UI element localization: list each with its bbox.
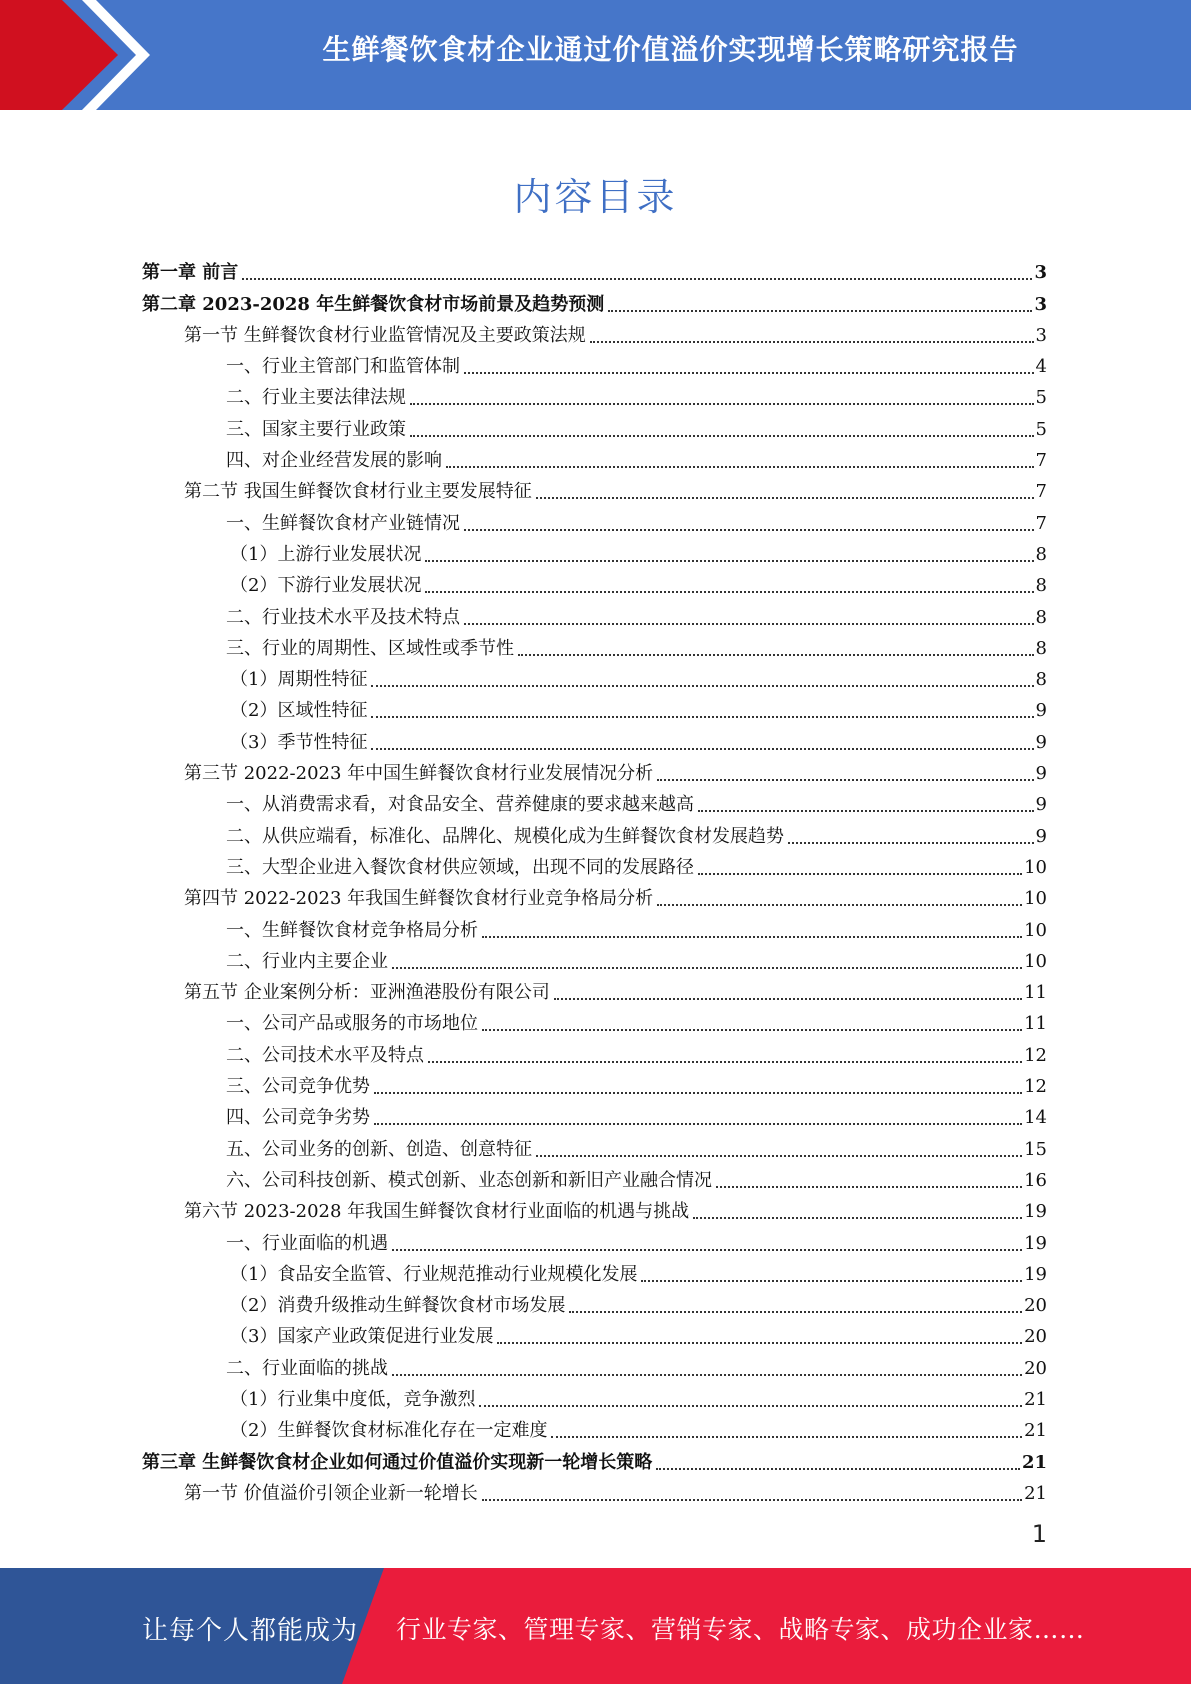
toc-entry-page: 20 [1024,1357,1047,1379]
toc-entry[interactable] [142,1130,1047,1161]
toc-dot-leader [656,1467,1020,1470]
toc-entry[interactable] [142,536,1047,567]
toc-entry-page: 8 [1035,669,1047,691]
toc-dot-leader [657,778,1033,781]
toc-entry[interactable] [142,285,1047,316]
toc-entry[interactable] [142,943,1047,974]
toc-entry-page: 10 [1024,856,1047,878]
toc-entry[interactable] [142,1349,1047,1380]
toc-entry-title: （1）上游行业发展状况 [230,543,422,565]
toc-entry-title: （1）食品安全监管、行业规范推动行业规模化发展 [230,1263,638,1285]
toc-entry-title: 第一节 价值溢价引领企业新一轮增长 [184,1482,478,1504]
toc-entry-title: 第一节 生鲜餐饮食材行业监管情况及主要政策法规 [184,324,586,346]
toc-dot-leader [464,528,1034,531]
header-arrow-decoration [0,0,160,110]
toc-dot-leader [518,653,1034,656]
toc-entry[interactable] [142,786,1047,817]
toc-dot-leader [482,935,1022,938]
toc-entry[interactable] [142,849,1047,880]
toc-entry-page: 7 [1035,450,1047,472]
report-title: 生鲜餐饮食材企业通过价值溢价实现增长策略研究报告 [322,33,1019,66]
toc-entry-title: （2）消费升级推动生鲜餐饮食材市场发展 [230,1295,566,1317]
toc-dot-leader [608,309,1032,312]
toc-dot-leader [569,1310,1022,1313]
toc-entry-title: 第三节 2022-2023 年中国生鲜餐饮食材行业发展情况分析 [184,763,654,785]
toc-dot-leader [788,841,1034,844]
toc-entry[interactable] [142,1193,1047,1224]
toc-entry-title: 第四节 2022-2023 年我国生鲜餐饮食材行业竞争格局分析 [184,888,654,910]
toc-entry[interactable] [142,1036,1047,1067]
table-of-contents [142,254,1047,1506]
toc-entry[interactable] [142,755,1047,786]
toc-entry-page: 20 [1024,1295,1047,1317]
toc-dot-leader [698,809,1034,812]
toc-dot-leader [464,622,1034,625]
toc-entry[interactable] [142,379,1047,410]
toc-entry-page: 16 [1024,1169,1047,1191]
toc-entry-page: 4 [1035,356,1047,378]
toc-entry-title: 二、行业技术水平及技术特点 [226,606,460,628]
toc-entry[interactable] [142,442,1047,473]
toc-entry-page: 21 [1024,1420,1047,1442]
toc-dot-leader [482,1498,1022,1501]
toc-entry[interactable] [142,974,1047,1005]
toc-dot-leader [392,1248,1022,1251]
toc-entry[interactable] [142,1162,1047,1193]
toc-entry-page: 10 [1024,919,1047,941]
toc-entry-title: 第一章 前言 [142,262,239,284]
toc-entry-title: 一、公司产品或服务的市场地位 [226,1013,478,1035]
page-number: 1 [1031,1520,1047,1548]
toc-dot-leader [482,1028,1022,1031]
toc-entry-page: 15 [1024,1138,1047,1160]
toc-entry-page: 12 [1024,1076,1047,1098]
toc-dot-leader [392,966,1022,969]
toc-dot-leader [641,1279,1022,1282]
toc-entry-title: （2）生鲜餐饮食材标准化存在一定难度 [230,1420,548,1442]
toc-entry[interactable] [142,1475,1047,1506]
toc-entry-page: 3 [1034,293,1047,315]
toc-entry-title: 四、对企业经营发展的影响 [226,450,442,472]
toc-entry-page: 5 [1035,418,1047,440]
toc-entry-title: 二、公司技术水平及特点 [226,1044,424,1066]
toc-entry[interactable] [142,1068,1047,1099]
toc-entry-page: 9 [1035,825,1047,847]
toc-entry-page: 19 [1024,1232,1047,1254]
toc-entry[interactable] [142,723,1047,754]
header-banner [0,0,1191,110]
toc-entry-page: 9 [1035,731,1047,753]
toc-entry[interactable] [142,1287,1047,1318]
toc-entry[interactable] [142,1224,1047,1255]
toc-entry-page: 19 [1024,1263,1047,1285]
toc-entry[interactable] [142,1381,1047,1412]
toc-dot-leader [371,684,1033,687]
toc-dot-leader [551,1435,1022,1438]
toc-dot-leader [371,715,1033,718]
toc-entry-page: 3 [1034,262,1047,284]
toc-entry-page: 21 [1024,1482,1047,1504]
toc-entry-title: 三、国家主要行业政策 [226,418,406,440]
toc-dot-leader [410,434,1034,437]
toc-entry[interactable] [142,567,1047,598]
toc-entry-page: 8 [1035,543,1047,565]
toc-entry-title: 一、生鲜餐饮食材产业链情况 [226,512,460,534]
toc-entry-title: 第三章 生鲜餐饮食材企业如何通过价值溢价实现新一轮增长策略 [142,1451,653,1473]
toc-entry[interactable] [142,911,1047,942]
toc-entry-page: 8 [1035,606,1047,628]
toc-entry[interactable] [142,1005,1047,1036]
toc-entry-title: （1）周期性特征 [230,669,368,691]
toc-dot-leader [554,997,1022,1000]
toc-entry[interactable] [142,1099,1047,1130]
toc-entry[interactable] [142,1318,1047,1349]
toc-entry-title: 一、行业主管部门和监管体制 [226,356,460,378]
toc-dot-leader [428,1060,1022,1063]
toc-entry[interactable] [142,317,1047,348]
toc-entry-page: 20 [1024,1326,1047,1348]
toc-dot-leader [392,1373,1022,1376]
footer-slogan-right: 行业专家、管理专家、营销专家、战略专家、成功企业家…… [396,1615,1085,1644]
toc-entry-title: 六、公司科技创新、模式创新、业态创新和新旧产业融合情况 [226,1169,712,1191]
toc-dot-leader [698,872,1022,875]
toc-entry-page: 11 [1024,982,1047,1004]
toc-entry-page: 9 [1035,763,1047,785]
toc-entry-title: 一、生鲜餐饮食材竞争格局分析 [226,919,478,941]
toc-dot-leader [693,1216,1022,1219]
toc-dot-leader [657,903,1022,906]
toc-entry[interactable] [142,817,1047,848]
toc-entry-page: 3 [1035,324,1047,346]
toc-entry[interactable] [142,254,1047,285]
toc-entry-page: 9 [1035,794,1047,816]
toc-entry[interactable] [142,661,1047,692]
toc-entry-title: （3）季节性特征 [230,731,368,753]
toc-entry-page: 21 [1021,1451,1047,1473]
toc-entry-title: （2）下游行业发展状况 [230,575,422,597]
toc-entry[interactable] [142,692,1047,723]
toc-entry-page: 7 [1035,512,1047,534]
toc-entry-page: 10 [1024,888,1047,910]
toc-entry-title: 一、行业面临的机遇 [226,1232,388,1254]
toc-entry-page: 10 [1024,950,1047,972]
toc-entry-title: （1）行业集中度低，竞争激烈 [230,1388,476,1410]
toc-dot-leader [242,277,1032,280]
toc-entry-title: 一、从消费需求看，对食品安全、营养健康的要求越来越高 [226,794,694,816]
toc-entry[interactable] [142,880,1047,911]
toc-entry-page: 14 [1024,1107,1047,1129]
toc-dot-leader [371,747,1033,750]
toc-dot-leader [374,1091,1022,1094]
toc-entry[interactable] [142,473,1047,504]
toc-entry-page: 21 [1024,1388,1047,1410]
toc-entry-page: 19 [1024,1201,1047,1223]
toc-entry-title: 二、行业主要法律法规 [226,387,406,409]
toc-entry-title: 第二节 我国生鲜餐饮食材行业主要发展特征 [184,481,532,503]
toc-entry-title: 二、从供应端看，标准化、品牌化、规模化成为生鲜餐饮食材发展趋势 [226,825,784,847]
toc-entry-title: 二、行业面临的挑战 [226,1357,388,1379]
toc-dot-leader [410,402,1034,405]
toc-dot-leader [716,1185,1022,1188]
toc-entry-page: 5 [1035,387,1047,409]
footer-slogan-left: 让每个人都能成为 [142,1616,359,1646]
footer-banner [0,1568,1191,1684]
toc-entry-title: 三、行业的周期性、区域性或季节性 [226,637,514,659]
toc-entry[interactable] [142,1256,1047,1287]
toc-entry[interactable] [142,348,1047,379]
toc-dot-leader [497,1341,1022,1344]
toc-entry-title: 五、公司业务的创新、创造、创意特征 [226,1138,532,1160]
toc-dot-leader [374,1122,1022,1125]
toc-entry-page: 7 [1035,481,1047,503]
toc-entry-title: 二、行业内主要企业 [226,950,388,972]
toc-entry[interactable] [142,630,1047,661]
toc-dot-leader [479,1404,1022,1407]
toc-entry[interactable] [142,410,1047,441]
toc-dot-leader [425,559,1033,562]
toc-entry-page: 12 [1024,1044,1047,1066]
toc-dot-leader [590,340,1034,343]
toc-entry[interactable] [142,504,1047,535]
toc-dot-leader [446,465,1034,468]
toc-entry-page: 9 [1035,700,1047,722]
toc-entry-page: 8 [1035,575,1047,597]
toc-entry[interactable] [142,598,1047,629]
toc-entry-title: 第二章 2023-2028 年生鲜餐饮食材市场前景及趋势预测 [142,293,605,315]
toc-entry-title: 三、公司竞争优势 [226,1076,370,1098]
toc-entry-title: 四、公司竞争劣势 [226,1107,370,1129]
toc-dot-leader [536,496,1034,499]
toc-entry-page: 11 [1024,1013,1047,1035]
toc-entry-page: 8 [1035,637,1047,659]
toc-entry-title: 第六节 2023-2028 年我国生鲜餐饮食材行业面临的机遇与挑战 [184,1201,690,1223]
toc-entry[interactable] [142,1412,1047,1443]
toc-entry-title: （2）区域性特征 [230,700,368,722]
toc-entry-title: （3）国家产业政策促进行业发展 [230,1326,494,1348]
toc-dot-leader [425,590,1033,593]
toc-heading: 内容目录 [513,175,678,219]
toc-dot-leader [536,1154,1022,1157]
toc-entry-title: 三、大型企业进入餐饮食材供应领域，出现不同的发展路径 [226,856,694,878]
toc-entry-title: 第五节 企业案例分析：亚洲渔港股份有限公司 [184,982,550,1004]
toc-dot-leader [464,371,1034,374]
toc-entry[interactable] [142,1443,1047,1474]
